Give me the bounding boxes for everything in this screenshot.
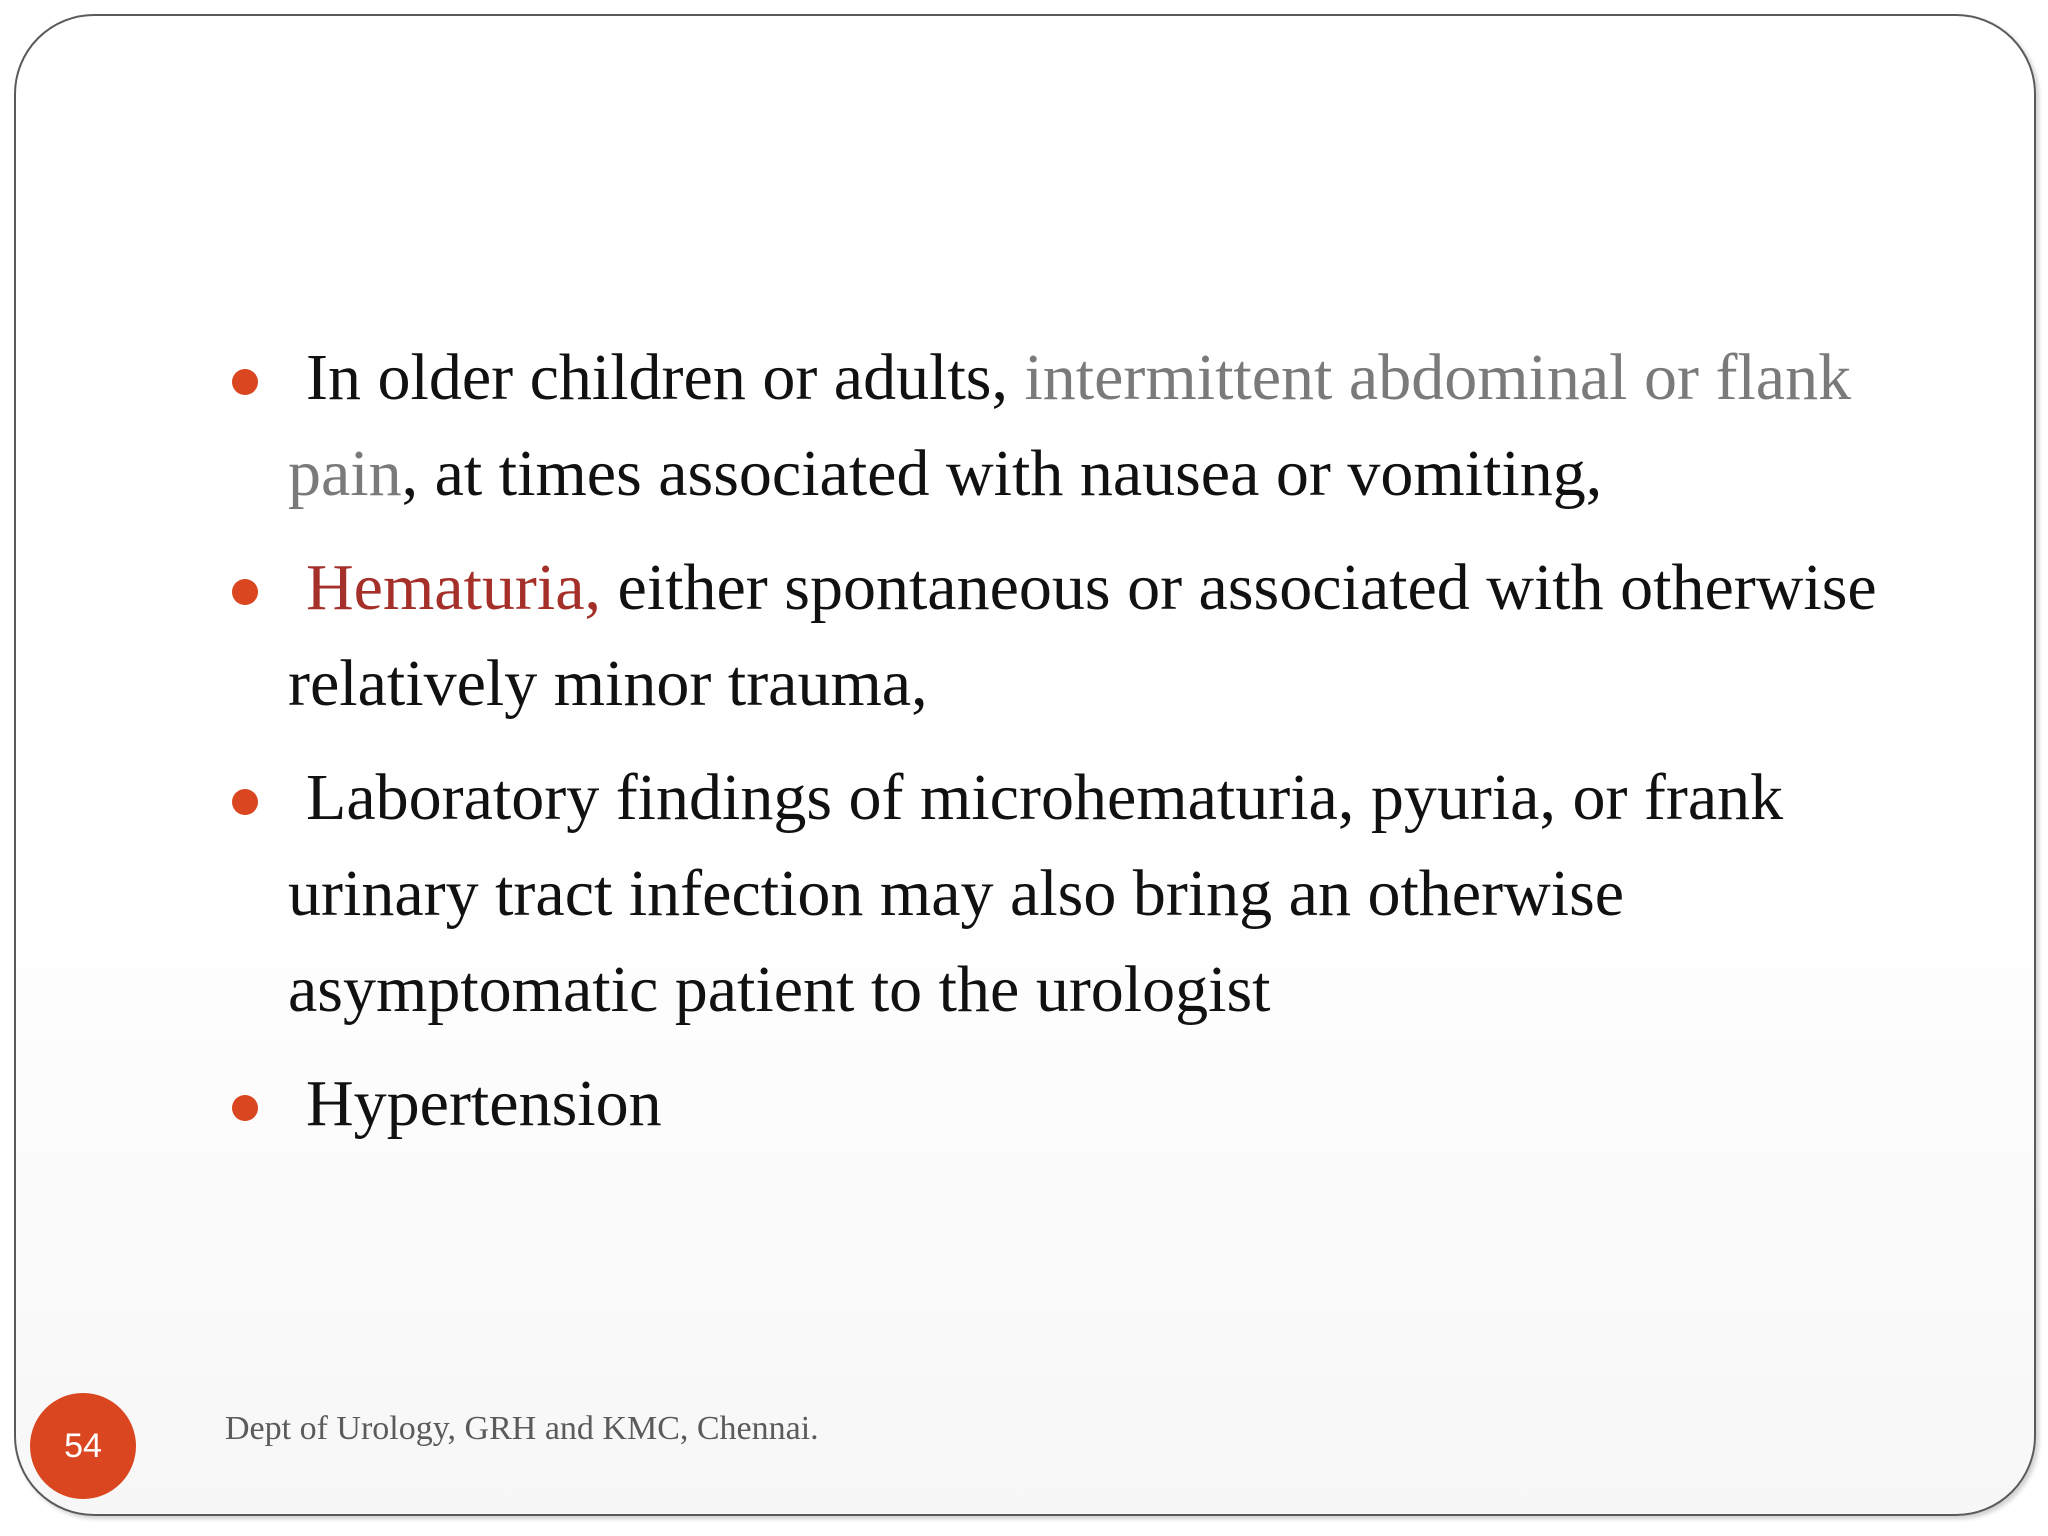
bullet-2-highlight: Hematuria, [306, 551, 602, 624]
page-number-badge [30, 1393, 136, 1499]
page-number: 54 [64, 1426, 102, 1465]
bullet-2-rest: either spontaneous or associated with otherwise relatively minor trauma, [288, 551, 1877, 720]
bullet-1-lead: In older children or adults, [306, 341, 1025, 414]
bullet-dot-icon [232, 579, 258, 605]
bullet-3-text: Laboratory findings of microhematuria, pyuria, or frank urinary tract infection may also bring an otherwise asymptomatic patient to the urologist [288, 761, 1784, 1026]
bullet-4-text: Hypertension [306, 1067, 662, 1140]
bullet-1-rest: , at times associated with nausea or vomiting, [401, 437, 1603, 510]
bullet-item-3 [222, 750, 1922, 1038]
bullet-item-4 [222, 1056, 1922, 1152]
bullet-1-highlight: intermittent abdominal or flank pain [288, 341, 1852, 510]
bullet-dot-icon [232, 789, 258, 815]
bullet-dot-icon [232, 369, 258, 395]
bullet-item-2 [222, 540, 1922, 732]
bullet-dot-icon [232, 1095, 258, 1121]
footer-text: Dept of Urology, GRH and KMC, Chennai. [225, 1410, 819, 1447]
bullet-item-1 [222, 330, 1922, 522]
bullet-list [222, 330, 1922, 1170]
